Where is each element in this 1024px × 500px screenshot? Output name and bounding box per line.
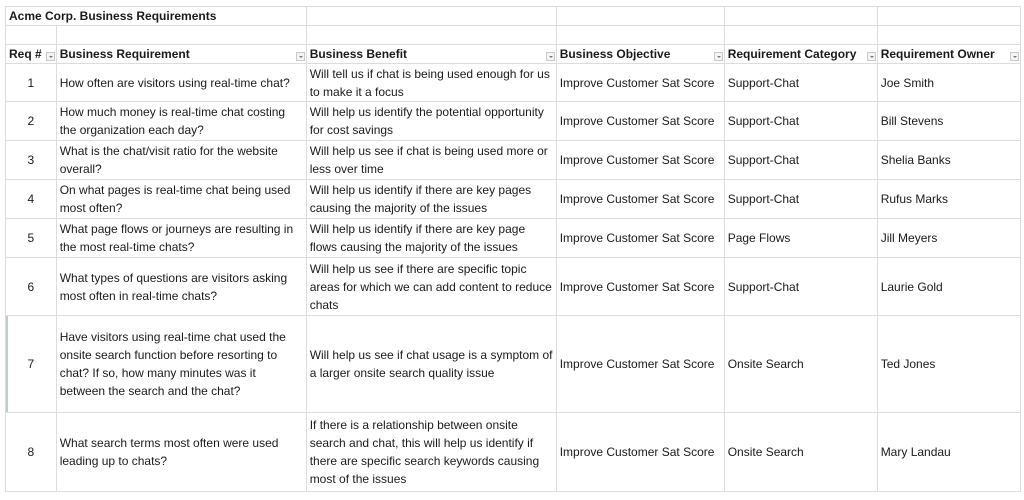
- req-number-cell[interactable]: 6: [6, 258, 57, 316]
- owner-cell[interactable]: Ted Jones: [877, 316, 1020, 413]
- requirement-cell[interactable]: What search terms most often were used leading up to chats?: [56, 413, 306, 492]
- header-requirement-owner[interactable]: [877, 45, 1020, 64]
- empty-cell[interactable]: [877, 7, 1020, 26]
- blank-row: [6, 26, 1021, 45]
- header-business-objective[interactable]: [556, 45, 724, 64]
- req-number-cell[interactable]: 8: [6, 413, 57, 492]
- category-cell[interactable]: Support-Chat: [724, 180, 877, 219]
- benefit-cell[interactable]: If there is a relationship between onsite search and chat, this will help us identify if there are specific search keywords causing most of the issues: [306, 413, 556, 492]
- owner-cell[interactable]: Rufus Marks: [877, 180, 1020, 219]
- req-number-cell[interactable]: 1: [6, 64, 57, 102]
- requirement-cell[interactable]: What is the chat/visit ratio for the website overall?: [56, 141, 306, 180]
- header-label: Req #: [9, 47, 42, 61]
- dropdown-filter-icon[interactable]: [296, 52, 305, 61]
- category-cell[interactable]: Support-Chat: [724, 64, 877, 102]
- benefit-cell[interactable]: Will help us see if chat is being used more or less over time: [306, 141, 556, 180]
- category-cell[interactable]: Support-Chat: [724, 102, 877, 141]
- req-number-cell[interactable]: 4: [6, 180, 57, 219]
- req-number-cell[interactable]: 3: [6, 141, 57, 180]
- empty-cell[interactable]: [724, 7, 877, 26]
- empty-cell[interactable]: [556, 26, 724, 45]
- owner-cell[interactable]: Joe Smith: [877, 64, 1020, 102]
- req-number-cell[interactable]: 5: [6, 219, 57, 258]
- objective-cell[interactable]: Improve Customer Sat Score: [556, 413, 724, 492]
- dropdown-filter-icon[interactable]: [867, 52, 876, 61]
- table-row: [6, 316, 1021, 413]
- header-req-num[interactable]: [6, 45, 57, 64]
- dropdown-filter-icon[interactable]: [714, 52, 723, 61]
- objective-cell[interactable]: Improve Customer Sat Score: [556, 316, 724, 413]
- objective-cell[interactable]: Improve Customer Sat Score: [556, 219, 724, 258]
- benefit-cell[interactable]: Will help us identify if there are key pages causing the majority of the issues: [306, 180, 556, 219]
- header-requirement-category[interactable]: [724, 45, 877, 64]
- header-label: Requirement Category: [727, 47, 857, 61]
- header-row: [6, 45, 1021, 64]
- requirement-cell[interactable]: What types of questions are visitors asking most often in real-time chats?: [56, 258, 306, 316]
- category-cell[interactable]: Support-Chat: [724, 258, 877, 316]
- objective-cell[interactable]: Improve Customer Sat Score: [556, 141, 724, 180]
- header-label: Requirement Owner: [880, 47, 995, 61]
- category-cell[interactable]: Onsite Search: [724, 413, 877, 492]
- sheet-title[interactable]: Acme Corp. Business Requirements: [6, 7, 307, 26]
- table-row: [6, 102, 1021, 141]
- table-row: [6, 219, 1021, 258]
- empty-cell[interactable]: [306, 26, 556, 45]
- empty-cell[interactable]: [877, 26, 1020, 45]
- category-cell[interactable]: Onsite Search: [724, 316, 877, 413]
- empty-cell[interactable]: [56, 26, 306, 45]
- table-row: [6, 413, 1021, 492]
- category-cell[interactable]: Support-Chat: [724, 141, 877, 180]
- header-business-requirement[interactable]: [56, 45, 306, 64]
- dropdown-filter-icon[interactable]: [546, 52, 555, 61]
- owner-cell[interactable]: Laurie Gold: [877, 258, 1020, 316]
- objective-cell[interactable]: Improve Customer Sat Score: [556, 102, 724, 141]
- benefit-cell[interactable]: Will help us see if chat usage is a symptom of a larger onsite search quality issue: [306, 316, 556, 413]
- dropdown-filter-icon[interactable]: [1010, 52, 1019, 61]
- empty-cell[interactable]: [556, 7, 724, 26]
- empty-cell[interactable]: [724, 26, 877, 45]
- table-row: [6, 180, 1021, 219]
- category-cell[interactable]: Page Flows: [724, 219, 877, 258]
- dropdown-filter-icon[interactable]: [46, 52, 55, 61]
- empty-cell[interactable]: [306, 7, 556, 26]
- owner-cell[interactable]: Shelia Banks: [877, 141, 1020, 180]
- header-business-benefit[interactable]: [306, 45, 556, 64]
- req-number-cell[interactable]: 2: [6, 102, 57, 141]
- requirement-cell[interactable]: Have visitors using real-time chat used the onsite search function before resorting to chat? If so, how many minutes was it between the search and the chat?: [56, 316, 306, 413]
- requirement-cell[interactable]: On what pages is real-time chat being used most often?: [56, 180, 306, 219]
- objective-cell[interactable]: Improve Customer Sat Score: [556, 64, 724, 102]
- requirement-cell[interactable]: How much money is real-time chat costing the organization each day?: [56, 102, 306, 141]
- owner-cell[interactable]: Bill Stevens: [877, 102, 1020, 141]
- objective-cell[interactable]: Improve Customer Sat Score: [556, 180, 724, 219]
- benefit-cell[interactable]: Will help us identify the potential opportunity for cost savings: [306, 102, 556, 141]
- owner-cell[interactable]: Mary Landau: [877, 413, 1020, 492]
- requirements-spreadsheet: [5, 6, 1021, 492]
- title-row: [6, 7, 1021, 26]
- owner-cell[interactable]: Jill Meyers: [877, 219, 1020, 258]
- header-label: Business Objective: [559, 47, 671, 61]
- requirement-cell[interactable]: What page flows or journeys are resulting in the most real-time chats?: [56, 219, 306, 258]
- table-row: [6, 258, 1021, 316]
- table-row: [6, 64, 1021, 102]
- req-number-cell[interactable]: 7: [6, 316, 57, 413]
- requirement-cell[interactable]: How often are visitors using real-time chat?: [56, 64, 306, 102]
- header-label: Business Requirement: [59, 47, 190, 61]
- empty-cell[interactable]: [6, 26, 57, 45]
- benefit-cell[interactable]: Will help us see if there are specific topic areas for which we can add content to reduce chats: [306, 258, 556, 316]
- objective-cell[interactable]: Improve Customer Sat Score: [556, 258, 724, 316]
- benefit-cell[interactable]: Will help us identify if there are key page flows causing the majority of the issues: [306, 219, 556, 258]
- benefit-cell[interactable]: Will tell us if chat is being used enough for us to make it a focus: [306, 64, 556, 102]
- header-label: Business Benefit: [309, 47, 408, 61]
- table-row: [6, 141, 1021, 180]
